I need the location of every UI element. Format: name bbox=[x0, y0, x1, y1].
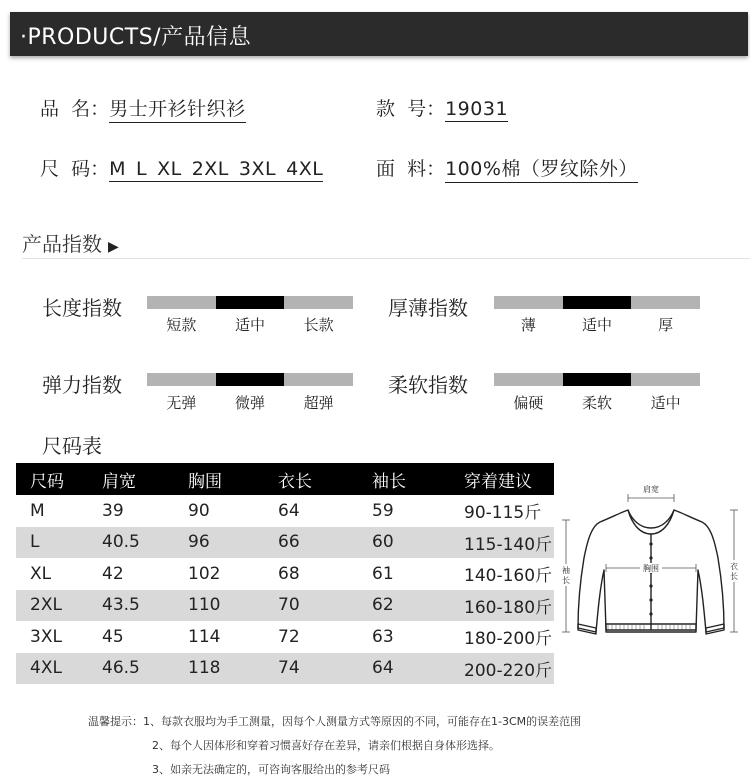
index-segment bbox=[284, 296, 353, 309]
table-cell: 42 bbox=[102, 563, 124, 584]
size-label: 尺 码： bbox=[40, 158, 110, 180]
size-value: XL bbox=[157, 158, 182, 180]
table-cell: 90-115斤 bbox=[464, 503, 542, 524]
index-option: 厚 bbox=[658, 316, 674, 334]
style-number-value: 19031 bbox=[445, 98, 509, 120]
table-cell: 63 bbox=[372, 626, 394, 647]
sleeve-label-bottom: 长 bbox=[562, 576, 570, 585]
cardigan-diagram bbox=[556, 478, 750, 654]
product-name-label: 品 名： bbox=[40, 98, 110, 120]
column-header: 袖长 bbox=[358, 463, 450, 495]
table-cell: XL bbox=[30, 563, 52, 584]
table-cell: 180-200斤 bbox=[464, 629, 553, 650]
index-option: 微弹 bbox=[235, 394, 266, 412]
index-option: 薄 bbox=[520, 316, 536, 334]
cardigan-collar bbox=[628, 510, 674, 534]
thickness-index-label: 厚薄指数 bbox=[388, 296, 468, 320]
page-title: ·PRODUCTS/产品信息 bbox=[20, 25, 252, 50]
fabric-value: 100%棉（罗纹除外） bbox=[445, 154, 638, 183]
triangle-right-icon: ▶ bbox=[108, 239, 119, 255]
index-segment-selected bbox=[563, 373, 632, 386]
note-line: 3、如亲无法确定的，可咨询客服给出的参考尺码 bbox=[152, 763, 390, 776]
index-option: 短款 bbox=[166, 316, 197, 334]
index-segment bbox=[631, 296, 700, 309]
table-cell: 118 bbox=[174, 653, 264, 685]
table-cell: 66 bbox=[264, 527, 358, 559]
header-bar bbox=[10, 12, 748, 56]
length-label-top: 衣 bbox=[730, 562, 738, 571]
size-value: 4XL bbox=[286, 158, 324, 180]
table-cell: 115-140斤 bbox=[450, 527, 554, 559]
size-values bbox=[109, 158, 323, 182]
table-cell: 61 bbox=[372, 563, 394, 584]
table-row bbox=[16, 527, 554, 559]
fabric-row bbox=[376, 154, 638, 183]
table-cell: 64 bbox=[278, 500, 300, 521]
table-cell: 140-160斤 bbox=[464, 566, 553, 587]
index-segment bbox=[147, 373, 216, 386]
table-cell: 62 bbox=[358, 590, 450, 622]
length-index-options bbox=[147, 314, 353, 335]
product-name-value: 男士开衫针织衫 bbox=[109, 94, 246, 123]
size-value: L bbox=[136, 158, 148, 180]
index-segment bbox=[494, 296, 563, 309]
thickness-index-options bbox=[494, 314, 700, 335]
table-cell: 2XL bbox=[16, 590, 88, 622]
thickness-index-bar bbox=[494, 296, 700, 309]
table-row bbox=[16, 590, 554, 622]
column-header: 肩宽 bbox=[88, 463, 174, 495]
size-chart-title: 尺码表 bbox=[42, 434, 102, 458]
index-segment bbox=[284, 373, 353, 386]
column-header: 穿着建议 bbox=[450, 463, 554, 495]
style-number-row bbox=[376, 94, 508, 122]
size-value: M bbox=[109, 158, 126, 180]
table-cell: 200-220斤 bbox=[450, 653, 554, 685]
section-title bbox=[22, 228, 119, 257]
index-option: 适中 bbox=[582, 316, 613, 334]
table-cell: 102 bbox=[188, 563, 221, 584]
size-row bbox=[40, 154, 323, 182]
product-name-row bbox=[40, 94, 246, 123]
table-cell: 90 bbox=[188, 500, 210, 521]
table-cell: 39 bbox=[102, 500, 124, 521]
index-segment-selected bbox=[563, 296, 632, 309]
index-option: 适中 bbox=[235, 316, 266, 334]
table-row bbox=[16, 558, 554, 590]
length-label-bottom: 长 bbox=[730, 572, 738, 581]
table-cell: M bbox=[30, 500, 45, 521]
note-line: 2、每个人因体形和穿着习惯喜好存在差异，请亲们根据自身体形选择。 bbox=[152, 739, 500, 752]
table-cell: 110 bbox=[174, 590, 264, 622]
table-cell: 114 bbox=[188, 626, 221, 647]
elasticity-index-label: 弹力指数 bbox=[42, 373, 122, 397]
softness-index-bar bbox=[494, 373, 700, 386]
table-row bbox=[16, 621, 554, 653]
table-cell: L bbox=[16, 527, 88, 559]
table-cell: 68 bbox=[278, 563, 300, 584]
table-row bbox=[16, 653, 554, 685]
index-segment-selected bbox=[216, 373, 285, 386]
table-cell: 72 bbox=[278, 626, 300, 647]
index-option: 超弹 bbox=[303, 394, 334, 412]
sleeve-label-top: 袖 bbox=[562, 566, 570, 575]
length-index-bar bbox=[147, 296, 353, 309]
note-line bbox=[88, 710, 581, 734]
index-option: 柔软 bbox=[582, 394, 613, 412]
section-title-text: 产品指数 bbox=[22, 232, 102, 256]
table-cell: 46.5 bbox=[88, 653, 174, 685]
table-cell: 160-180斤 bbox=[450, 590, 554, 622]
column-header: 衣长 bbox=[264, 463, 358, 495]
chest-label: 胸围 bbox=[643, 564, 659, 573]
elasticity-index-options bbox=[147, 392, 353, 413]
table-cell: 60 bbox=[358, 527, 450, 559]
softness-index-label: 柔软指数 bbox=[388, 373, 468, 397]
index-segment bbox=[494, 373, 563, 386]
size-value: 2XL bbox=[191, 158, 229, 180]
softness-index-options bbox=[494, 392, 700, 413]
tips-notes bbox=[88, 710, 581, 780]
size-table bbox=[16, 463, 554, 684]
table-cell: 74 bbox=[264, 653, 358, 685]
index-option: 偏硬 bbox=[513, 394, 544, 412]
fabric-label: 面 料： bbox=[376, 158, 446, 180]
table-row bbox=[16, 495, 554, 527]
index-segment-selected bbox=[216, 296, 285, 309]
column-header: 尺码 bbox=[16, 463, 88, 495]
index-option: 长款 bbox=[303, 316, 334, 334]
index-option: 适中 bbox=[650, 394, 681, 412]
length-index-label: 长度指数 bbox=[42, 296, 122, 320]
section-divider bbox=[22, 258, 750, 259]
style-number-label: 款 号： bbox=[376, 98, 446, 120]
table-cell: 4XL bbox=[16, 653, 88, 685]
table-cell: 59 bbox=[372, 500, 394, 521]
table-cell: 96 bbox=[174, 527, 264, 559]
column-header: 胸围 bbox=[174, 463, 264, 495]
index-segment bbox=[631, 373, 700, 386]
table-cell: 43.5 bbox=[88, 590, 174, 622]
note-text: 1、每款衣服均为手工测量，因每个人测量方式等原因的不同，可能存在1-3CM的误差范围 bbox=[143, 715, 582, 728]
elasticity-index-bar bbox=[147, 373, 353, 386]
table-cell: 45 bbox=[102, 626, 124, 647]
index-option: 无弹 bbox=[166, 394, 197, 412]
index-segment bbox=[147, 296, 216, 309]
table-cell: 40.5 bbox=[88, 527, 174, 559]
table-header-row bbox=[16, 463, 554, 495]
table-cell: 64 bbox=[358, 653, 450, 685]
size-value: 3XL bbox=[238, 158, 277, 180]
note-lead: 温馨提示： bbox=[88, 715, 143, 728]
table-cell: 70 bbox=[264, 590, 358, 622]
shoulder-label: 肩宽 bbox=[643, 485, 659, 494]
table-cell: 3XL bbox=[30, 626, 62, 647]
